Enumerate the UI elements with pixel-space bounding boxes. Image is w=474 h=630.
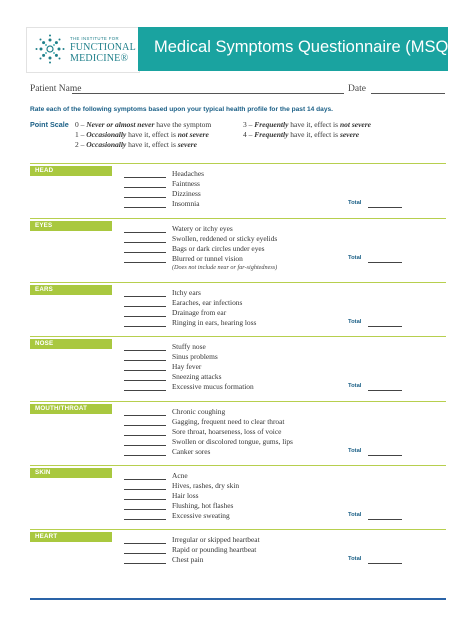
section-divider [30, 336, 446, 337]
scale-dash: – [78, 120, 87, 129]
score-field[interactable] [124, 543, 166, 544]
section-title: SKIN [35, 469, 51, 477]
score-field[interactable] [124, 425, 166, 426]
score-field[interactable] [124, 553, 166, 554]
score-field[interactable] [124, 499, 166, 500]
scale-description: have it, effect is [288, 120, 340, 129]
score-field[interactable] [124, 306, 166, 307]
section-header [30, 468, 112, 478]
scale-description: have it, effect is [126, 140, 178, 149]
section-divider [30, 529, 446, 530]
score-field[interactable] [124, 187, 166, 188]
total-label: Total [348, 448, 362, 454]
scale-severity: severe [177, 140, 197, 149]
section-header [30, 532, 112, 542]
section-divider [30, 401, 446, 402]
symptom-label: Bags or dark circles under eyes [172, 244, 265, 253]
symptom-label: Chest pain [172, 555, 204, 564]
score-field[interactable] [124, 326, 166, 327]
symptom-label: Watery or itchy eyes [172, 224, 233, 233]
symptom-label: Irregular or skipped heartbeat [172, 535, 260, 544]
score-field[interactable] [124, 262, 166, 263]
section-header [30, 404, 112, 414]
scale-severity: severe [339, 130, 360, 139]
section-title: EYES [35, 222, 53, 230]
symptom-label: Earaches, ear infections [172, 298, 243, 307]
symptom-label: Drainage from ear [172, 308, 227, 317]
scale-number: 3 [243, 120, 247, 129]
scale-severity: not severe [339, 120, 371, 129]
date-field[interactable] [371, 93, 445, 94]
section-divider [30, 218, 446, 219]
score-field[interactable] [124, 370, 166, 371]
scale-frequency: Never or almost never [86, 120, 155, 129]
score-field[interactable] [124, 489, 166, 490]
score-field[interactable] [124, 390, 166, 391]
score-field[interactable] [124, 455, 166, 456]
total-field[interactable] [368, 563, 402, 564]
symptom-label: Swollen or discolored tongue, gums, lips [172, 437, 293, 446]
scale-number: 2 [75, 140, 79, 149]
section-header [30, 339, 112, 349]
score-field[interactable] [124, 207, 166, 208]
section-divider [30, 465, 446, 466]
symptom-label: Hay fever [172, 362, 202, 371]
score-field[interactable] [124, 242, 166, 243]
scale-frequency: Occasionally [86, 130, 127, 139]
symptom-label: Sneezing attacks [172, 372, 222, 381]
section-divider [30, 163, 446, 164]
total-label: Total [348, 255, 362, 261]
scale-description: have it, effect is [126, 130, 178, 139]
point-scale-item [243, 120, 371, 129]
logo-tagline: THE INSTITUTE FOR [70, 36, 120, 41]
scale-description: have it, effect is [288, 130, 340, 139]
section-title: EARS [35, 286, 53, 294]
symptom-label: Excessive sweating [172, 511, 230, 520]
logo-line-1: FUNCTIONAL [70, 42, 136, 53]
symptom-label: Itchy ears [172, 288, 201, 297]
symptom-label: Insomnia [172, 199, 200, 208]
section-title: MOUTH/THROAT [35, 405, 88, 413]
symptom-label: Faintness [172, 179, 200, 188]
symptom-label: Excessive mucus formation [172, 382, 254, 391]
point-scale-item [75, 140, 197, 149]
symptom-label: Blurred or tunnel vision [172, 254, 243, 263]
symptom-label: Canker sores [172, 447, 211, 456]
scale-dash: – [78, 130, 87, 139]
page-title: Medical Symptoms Questionnaire (MSQ) [154, 38, 454, 56]
symptom-label: Sore throat, hoarseness, loss of voice [172, 427, 282, 436]
total-field[interactable] [368, 519, 402, 520]
total-field[interactable] [368, 326, 402, 327]
symptom-label: Swollen, reddened or sticky eyelids [172, 234, 278, 243]
score-field[interactable] [124, 232, 166, 233]
point-scale-item [75, 130, 209, 139]
symptom-label: Chronic coughing [172, 407, 226, 416]
scale-description: have the symptom [154, 120, 212, 129]
total-field[interactable] [368, 207, 402, 208]
symptom-label: Dizziness [172, 189, 201, 198]
symptom-note: (Does not include near or far-sightedness) [172, 264, 278, 271]
score-field[interactable] [124, 197, 166, 198]
total-field[interactable] [368, 390, 402, 391]
total-label: Total [348, 200, 362, 206]
section-title: NOSE [35, 340, 54, 348]
total-label: Total [348, 319, 362, 325]
point-scale-item [243, 130, 359, 139]
scale-frequency: Occasionally [86, 140, 127, 149]
scale-frequency: Frequently [254, 130, 289, 139]
scale-dash: – [246, 130, 255, 139]
symptom-label: Flushing, hot flashes [172, 501, 234, 510]
section-header [30, 166, 112, 176]
institute-logo [26, 27, 140, 73]
score-field[interactable] [124, 296, 166, 297]
score-field[interactable] [124, 509, 166, 510]
scale-number: 1 [75, 130, 79, 139]
total-field[interactable] [368, 455, 402, 456]
footer-rule [30, 598, 446, 600]
total-label: Total [348, 556, 362, 562]
symptom-label: Stuffy nose [172, 342, 206, 351]
logo-line-2: MEDICINE® [70, 53, 129, 64]
symptom-label: Hair loss [172, 491, 199, 500]
point-scale-item [75, 120, 211, 129]
scale-frequency: Frequently [254, 120, 289, 129]
section-header [30, 285, 112, 295]
symptom-label: Rapid or pounding heartbeat [172, 545, 257, 554]
scale-dash: – [78, 140, 87, 149]
symptom-label: Gagging, frequent need to clear throat [172, 417, 285, 426]
score-field[interactable] [124, 252, 166, 253]
scale-dash: – [246, 120, 255, 129]
symptom-label: Ringing in ears, hearing loss [172, 318, 257, 327]
score-field[interactable] [124, 380, 166, 381]
total-label: Total [348, 383, 362, 389]
score-field[interactable] [124, 415, 166, 416]
section-title: HEART [35, 533, 58, 541]
symptom-label: Hives, rashes, dry skin [172, 481, 240, 490]
patient-name-label: Patient Name [30, 84, 82, 94]
patient-name-field[interactable] [72, 93, 344, 94]
score-field[interactable] [124, 479, 166, 480]
symptom-label: Acne [172, 471, 188, 480]
score-field[interactable] [124, 360, 166, 361]
symptom-label: Sinus problems [172, 352, 218, 361]
score-field[interactable] [124, 445, 166, 446]
scale-number: 4 [243, 130, 247, 139]
scale-severity: not severe [177, 130, 209, 139]
point-scale-label: Point Scale [30, 120, 69, 129]
score-field[interactable] [124, 350, 166, 351]
instructions-text: Rate each of the following symptoms based upon your typical health profile for the past 14 days. [30, 106, 334, 113]
section-divider [30, 282, 446, 283]
total-label: Total [348, 512, 362, 518]
section-header [30, 221, 112, 231]
score-field[interactable] [124, 519, 166, 520]
total-field[interactable] [368, 262, 402, 263]
score-field[interactable] [124, 435, 166, 436]
scale-number: 0 [75, 120, 79, 129]
date-label: Date [348, 84, 366, 94]
title-banner [138, 27, 454, 71]
score-field[interactable] [124, 316, 166, 317]
score-field[interactable] [124, 563, 166, 564]
symptom-label: Headaches [172, 169, 205, 178]
score-field[interactable] [124, 177, 166, 178]
logo-circle-icon [35, 34, 65, 64]
section-title: HEAD [35, 167, 54, 175]
